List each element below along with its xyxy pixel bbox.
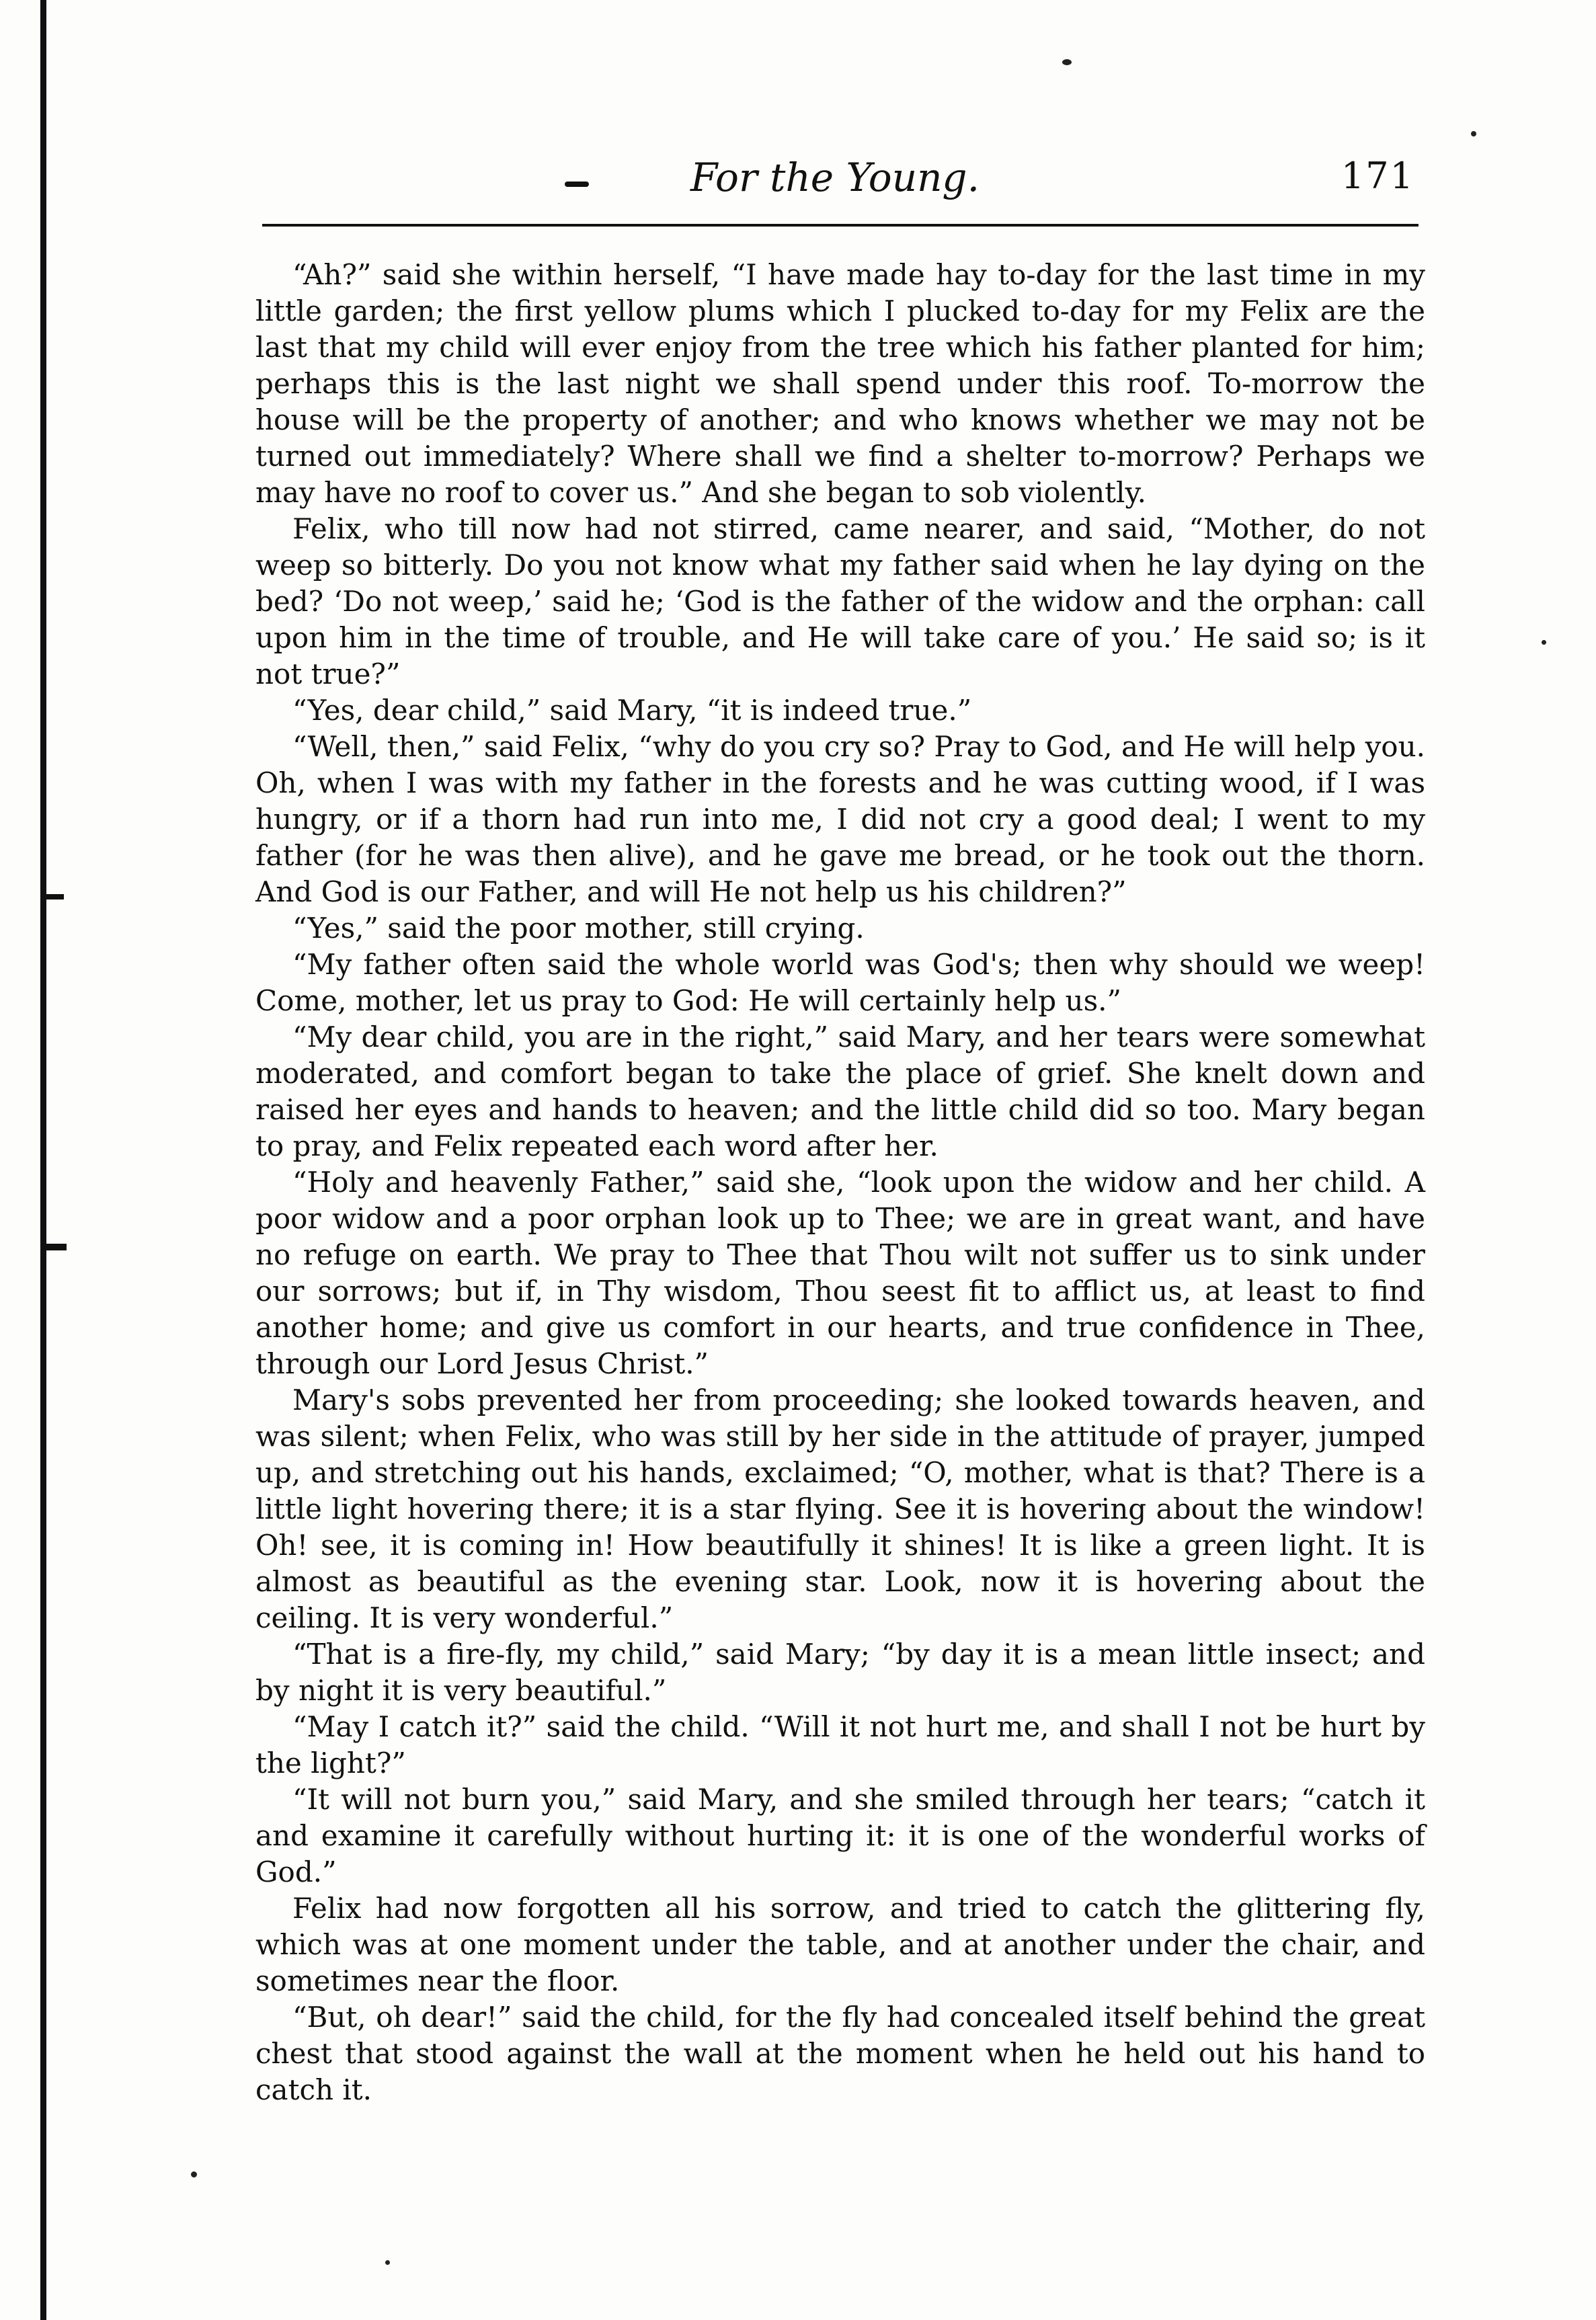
print-speck (1471, 131, 1476, 136)
paragraph: Felix, who till now had not stirred, came nearer, and said, “Mother, do not weep so bitterly. Do you not know what my father said when he lay dying on the bed? ‘Do not weep,’ said he; ‘God is the father of the widow and the orphan: call upon him in the time of trouble, and He will take care of you.’ He said so; is it not true?” (255, 512, 1425, 690)
paragraph: “Well, then,” said Felix, “why do you cry so? Pray to God, and He will help you. Oh, when I was with my father in the forests and he was cutting wood, if I was hungry, or if a thorn had run into me, I did not cry a good deal; I went to my father (for he was then alive), and he gave me bread, or he took out the thorn. And God is our Father, and will He not help us his children?” (255, 730, 1425, 908)
running-head: For the Young. (690, 155, 980, 200)
paragraph: “That is a fire-fly, my child,” said Mary; “by day it is a mean little insect; and by night it is very beautiful.” (255, 1638, 1425, 1707)
print-speck (385, 2260, 390, 2265)
body-text (255, 257, 1425, 2108)
paragraph: “Ah?” said she within herself, “I have made hay to-day for the last time in my little garden; the first yellow plums which I plucked to-day for my Felix are the last that my child will ever enjoy from the tree which his father planted for him; perhaps this is the last night we shall spend under this roof. To-morrow the house will be the property of another; and who knows whether we may not be turned out immediately? Where shall we find a shelter to-morrow? Perhaps we may have no roof to cover us.” And she began to sob violently. (255, 258, 1425, 509)
paragraph: “But, oh dear!” said the child, for the fly had concealed itself behind the great chest that stood against the wall at the moment when he held out his hand to catch it. (255, 2001, 1425, 2106)
paragraph: “My dear child, you are in the right,” said Mary, and her tears were somewhat moderated, and comfort began to take the place of grief. She knelt down and raised her eyes and hands to heaven; and the little child did so too. Mary began to pray, and Felix repeated each word after her. (255, 1021, 1425, 1162)
paragraph: Felix had now forgotten all his sorrow, and tried to catch the glittering fly, which was at one moment under the table, and at another under the chair, and sometimes near the floor. (255, 1892, 1425, 1997)
print-speck (191, 2171, 197, 2177)
print-speck (1542, 640, 1546, 645)
page-number: 171 (1341, 155, 1414, 197)
paragraph: “May I catch it?” said the child. “Will it not hurt me, and shall I not be hurt by the light?” (255, 1710, 1425, 1779)
page-header (255, 155, 1414, 208)
binding-mark (46, 894, 64, 899)
paragraph: “My father often said the whole world was God's; then why should we weep! Come, mother, let us pray to God: He will certainly help us.” (255, 948, 1425, 1017)
header-rule (262, 224, 1419, 227)
binding-mark (46, 1244, 67, 1250)
paragraph: “It will not burn you,” said Mary, and she smiled through her tears; “catch it and examine it carefully without hurting it: it is one of the wonderful works of God.” (255, 1783, 1425, 1888)
print-speck (1062, 59, 1072, 65)
paragraph: Mary's sobs prevented her from proceeding; she looked towards heaven, and was silent; when Felix, who was still by her side in the attitude of prayer, jumped up, and stretching out his hands, exclaimed; “O, mother, what is that? There is a little light hovering there; it is a star flying. See it is hovering about the window! Oh! see, it is coming in! How beautifully it shines! It is like a green light. It is almost as beautiful as the evening star. Look, now it is hovering about the ceiling. It is very wonderful.” (255, 1384, 1425, 1634)
page-binding-edge (40, 0, 46, 2320)
paragraph: “Yes, dear child,” said Mary, “it is indeed true.” (292, 694, 972, 727)
paragraph: “Yes,” said the poor mother, still crying. (292, 912, 865, 945)
paragraph: “Holy and heavenly Father,” said she, “look upon the widow and her child. A poor widow and a poor orphan look up to Thee; we are in great want, and have no refuge on earth. We pray to Thee that Thou wilt not suffer us to sink under our sorrows; but if, in Thy wisdom, Thou seest fit to afflict us, at least to find another home; and give us comfort in our hearts, and true confidence in Thee, through our Lord Jesus Christ.” (255, 1166, 1425, 1380)
